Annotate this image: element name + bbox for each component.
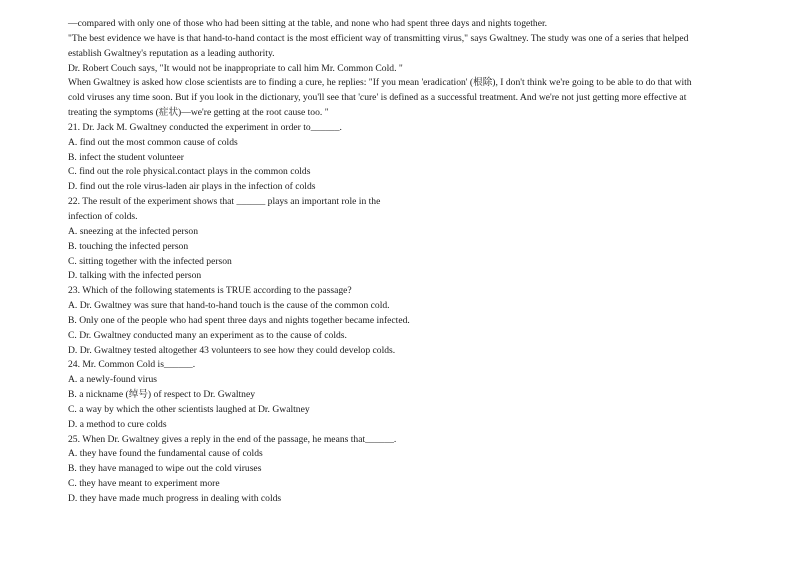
passage-line: "The best evidence we have is that hand-to-hand contact is the most efficient way of transmitting virus," says Gwaltney. The study was one of a series that helped <box>68 32 689 44</box>
option-c: C. find out the role physical.contact plays in the common colds <box>68 166 311 178</box>
option-c: C. they have meant to experiment more <box>68 478 220 490</box>
question-25 <box>68 433 728 507</box>
option-d: D. talking with the infected person <box>68 270 202 282</box>
option-a: A. sneezing at the infected person <box>68 225 198 237</box>
document-page <box>68 17 728 507</box>
question-21 <box>68 121 728 195</box>
question-24 <box>68 358 728 432</box>
passage-line: When Gwaltney is asked how close scientists are to finding a cure, he replies: "If you mean 'eradication' (根除), I don't think we're going to be able to do that with <box>68 77 692 89</box>
option-b: B. Only one of the people who had spent three days and nights together became infected. <box>68 314 410 326</box>
passage <box>68 17 728 121</box>
passage-line: cold viruses any time soon. But if you look in the dictionary, you'll see that 'cure' is defined as a successful treatment. And we're not just getting more effective at <box>68 92 687 104</box>
option-a: A. Dr. Gwaltney was sure that hand-to-hand touch is the cause of the common cold. <box>68 300 390 312</box>
option-c: C. Dr. Gwaltney conducted many an experiment as to the cause of colds. <box>68 329 347 341</box>
option-b: B. infect the student volunteer <box>68 151 184 163</box>
option-d: D. find out the role virus-laden air plays in the infection of colds <box>68 181 316 193</box>
question-stem-continued: infection of colds. <box>68 210 138 222</box>
option-a: A. they have found the fundamental cause of colds <box>68 448 263 460</box>
option-b: B. touching the infected person <box>68 240 189 252</box>
question-23 <box>68 284 728 358</box>
option-b: B. a nickname (绰号) of respect to Dr. Gwaltney <box>68 389 256 401</box>
option-d: D. they have made much progress in dealing with colds <box>68 493 282 504</box>
question-stem: 23. Which of the following statements is TRUE according to the passage? <box>68 285 352 297</box>
question-stem: 25. When Dr. Gwaltney gives a reply in the end of the passage, he means that______. <box>68 433 397 445</box>
option-d: D. Dr. Gwaltney tested altogether 43 volunteers to see how they could develop colds. <box>68 344 396 356</box>
question-stem: 24. Mr. Common Cold is______. <box>68 359 196 371</box>
option-a: A. find out the most common cause of colds <box>68 136 238 148</box>
passage-line: establish Gwaltney's reputation as a leading authority. <box>68 47 275 59</box>
option-c: C. sitting together with the infected person <box>68 255 232 267</box>
option-c: C. a way by which the other scientists laughed at Dr. Gwaltney <box>68 403 310 415</box>
question-stem: 22. The result of the experiment shows that ______ plays an important role in the <box>68 196 381 208</box>
option-b: B. they have managed to wipe out the cold viruses <box>68 463 262 475</box>
option-d: D. a method to cure colds <box>68 418 167 430</box>
passage-line: Dr. Robert Couch says, "It would not be inappropriate to call him Mr. Common Cold. " <box>68 62 403 74</box>
passage-line: treating the symptoms (症状)—we're getting at the root cause too. " <box>68 107 329 119</box>
passage-line: —compared with only one of those who had been sitting at the table, and none who had spent three days and nights together. <box>68 18 548 29</box>
question-22 <box>68 195 728 284</box>
question-stem: 21. Dr. Jack M. Gwaltney conducted the experiment in order to______. <box>68 121 342 133</box>
option-a: A. a newly-found virus <box>68 374 157 386</box>
